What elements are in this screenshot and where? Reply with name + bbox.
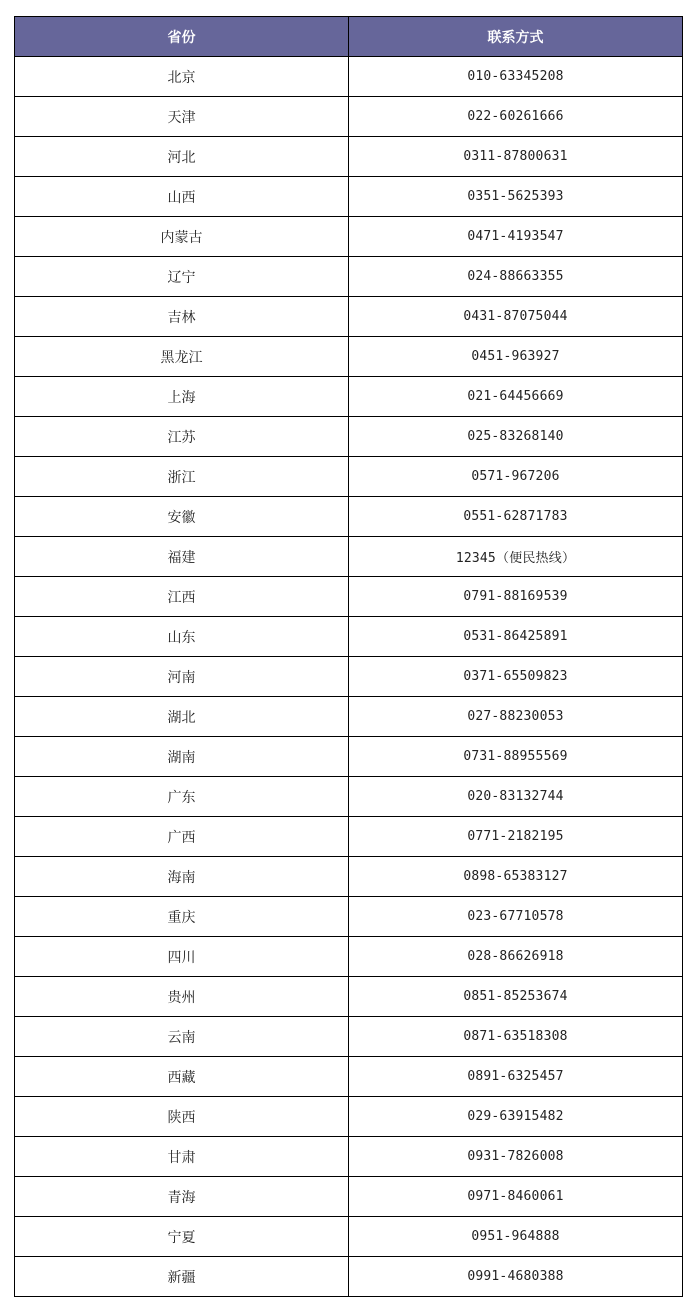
province-cell: 海南 bbox=[15, 857, 349, 897]
contact-cell: 029-63915482 bbox=[349, 1097, 683, 1137]
province-cell: 甘肃 bbox=[15, 1137, 349, 1177]
province-cell: 四川 bbox=[15, 937, 349, 977]
table-row bbox=[15, 57, 683, 97]
contact-cell: 010-63345208 bbox=[349, 57, 683, 97]
province-cell: 上海 bbox=[15, 377, 349, 417]
province-cell: 青海 bbox=[15, 1177, 349, 1217]
table-row bbox=[15, 1177, 683, 1217]
province-cell: 贵州 bbox=[15, 977, 349, 1017]
table-row bbox=[15, 417, 683, 457]
contact-cell: 0451-963927 bbox=[349, 337, 683, 377]
province-cell: 新疆 bbox=[15, 1257, 349, 1297]
province-cell: 吉林 bbox=[15, 297, 349, 337]
contact-cell: 022-60261666 bbox=[349, 97, 683, 137]
province-cell: 江西 bbox=[15, 577, 349, 617]
province-cell: 重庆 bbox=[15, 897, 349, 937]
province-cell: 山东 bbox=[15, 617, 349, 657]
contact-cell: 0311-87800631 bbox=[349, 137, 683, 177]
province-cell: 福建 bbox=[15, 537, 349, 577]
table-row bbox=[15, 497, 683, 537]
contact-cell: 0531-86425891 bbox=[349, 617, 683, 657]
table-row bbox=[15, 737, 683, 777]
contact-cell: 027-88230053 bbox=[349, 697, 683, 737]
contact-cell: 0851-85253674 bbox=[349, 977, 683, 1017]
table-row bbox=[15, 257, 683, 297]
table-row bbox=[15, 337, 683, 377]
province-cell: 浙江 bbox=[15, 457, 349, 497]
province-cell: 陕西 bbox=[15, 1097, 349, 1137]
table-row bbox=[15, 897, 683, 937]
column-header-contact: 联系方式 bbox=[349, 17, 683, 57]
table-row bbox=[15, 577, 683, 617]
contact-cell: 023-67710578 bbox=[349, 897, 683, 937]
contact-cell: 0931-7826008 bbox=[349, 1137, 683, 1177]
contact-cell: 0771-2182195 bbox=[349, 817, 683, 857]
contact-cell: 021-64456669 bbox=[349, 377, 683, 417]
table-row bbox=[15, 137, 683, 177]
table-row bbox=[15, 297, 683, 337]
table-row bbox=[15, 377, 683, 417]
contact-cell: 0898-65383127 bbox=[349, 857, 683, 897]
table-row bbox=[15, 537, 683, 577]
table-row bbox=[15, 697, 683, 737]
contact-cell: 0791-88169539 bbox=[349, 577, 683, 617]
contact-cell: 0951-964888 bbox=[349, 1217, 683, 1257]
province-cell: 湖北 bbox=[15, 697, 349, 737]
contact-cell: 0891-6325457 bbox=[349, 1057, 683, 1097]
table-row bbox=[15, 617, 683, 657]
contact-cell: 0551-62871783 bbox=[349, 497, 683, 537]
contact-cell: 12345（便民热线） bbox=[349, 537, 683, 577]
contact-cell: 0991-4680388 bbox=[349, 1257, 683, 1297]
column-header-province: 省份 bbox=[15, 17, 349, 57]
table-row bbox=[15, 937, 683, 977]
table-header bbox=[15, 17, 683, 57]
contact-cell: 0431-87075044 bbox=[349, 297, 683, 337]
table-row bbox=[15, 217, 683, 257]
table-row bbox=[15, 177, 683, 217]
province-cell: 河北 bbox=[15, 137, 349, 177]
province-cell: 北京 bbox=[15, 57, 349, 97]
table-row bbox=[15, 1257, 683, 1297]
table-row bbox=[15, 777, 683, 817]
table-row bbox=[15, 977, 683, 1017]
province-cell: 湖南 bbox=[15, 737, 349, 777]
contact-cell: 0471-4193547 bbox=[349, 217, 683, 257]
contact-cell: 0731-88955569 bbox=[349, 737, 683, 777]
province-cell: 西藏 bbox=[15, 1057, 349, 1097]
contact-cell: 0871-63518308 bbox=[349, 1017, 683, 1057]
province-cell: 江苏 bbox=[15, 417, 349, 457]
province-cell: 宁夏 bbox=[15, 1217, 349, 1257]
contact-table bbox=[14, 16, 683, 1297]
table-row bbox=[15, 457, 683, 497]
header-row bbox=[15, 17, 683, 57]
province-cell: 辽宁 bbox=[15, 257, 349, 297]
table-row bbox=[15, 1097, 683, 1137]
province-cell: 云南 bbox=[15, 1017, 349, 1057]
contact-cell: 0371-65509823 bbox=[349, 657, 683, 697]
province-cell: 广东 bbox=[15, 777, 349, 817]
province-cell: 山西 bbox=[15, 177, 349, 217]
contact-cell: 0971-8460061 bbox=[349, 1177, 683, 1217]
contact-cell: 020-83132744 bbox=[349, 777, 683, 817]
province-cell: 河南 bbox=[15, 657, 349, 697]
province-cell: 内蒙古 bbox=[15, 217, 349, 257]
province-cell: 广西 bbox=[15, 817, 349, 857]
table-row bbox=[15, 1137, 683, 1177]
contact-cell: 024-88663355 bbox=[349, 257, 683, 297]
table-row bbox=[15, 817, 683, 857]
province-cell: 天津 bbox=[15, 97, 349, 137]
contact-cell: 0571-967206 bbox=[349, 457, 683, 497]
table-row bbox=[15, 97, 683, 137]
table-row bbox=[15, 1057, 683, 1097]
contact-cell: 0351-5625393 bbox=[349, 177, 683, 217]
table-body bbox=[15, 57, 683, 1297]
province-cell: 黑龙江 bbox=[15, 337, 349, 377]
province-cell: 安徽 bbox=[15, 497, 349, 537]
table-row bbox=[15, 1217, 683, 1257]
table-row bbox=[15, 657, 683, 697]
table-row bbox=[15, 1017, 683, 1057]
table-row bbox=[15, 857, 683, 897]
contact-cell: 025-83268140 bbox=[349, 417, 683, 457]
contact-cell: 028-86626918 bbox=[349, 937, 683, 977]
